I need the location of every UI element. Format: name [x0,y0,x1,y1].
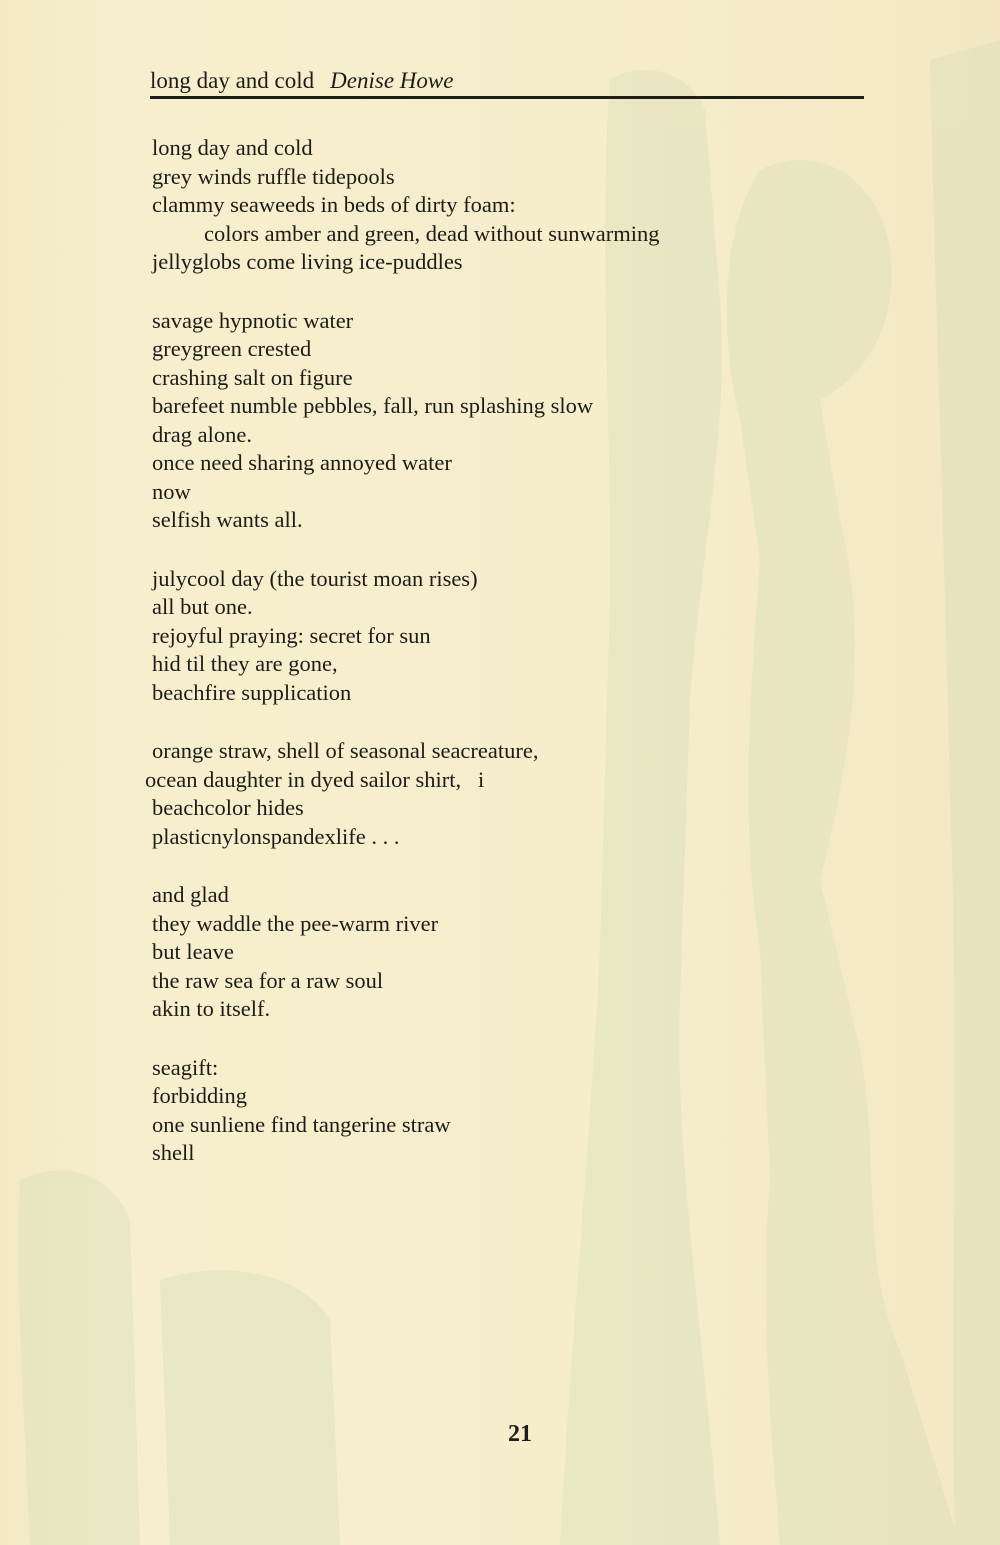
poem-line: drag alone. [152,421,252,447]
poem-line: ocean daughter in dyed sailor shirt, i [145,766,485,792]
poem-line: plasticnylonspandexlife . . . [152,823,400,849]
poem-line: crashing salt on figure [152,364,353,390]
poem-line: orange straw, shell of seasonal seacreature, [152,738,539,763]
poem-line: the raw sea for a raw soul [152,967,384,993]
stanza [152,1054,872,1168]
poem-line: selfish wants all. [152,507,303,532]
poem-line: once need sharing annoyed water [152,450,452,475]
poem-body [145,134,872,1198]
poem-line: and glad [152,882,229,907]
stanza [152,134,872,277]
header-title: long day and cold [150,68,315,93]
stanza [152,881,872,1024]
poem-line: shell [152,1140,195,1165]
page-number: 21 [508,1421,532,1447]
poem-line: rejoyful praying: secret for sun [152,622,431,648]
poem-line: now [152,478,191,504]
poem-line: savage hypnotic water [152,307,354,333]
running-header [150,66,864,99]
poem-line: akin to itself. [152,996,271,1021]
poem-line: forbidding [152,1083,247,1108]
poem-line: one sunliene find tangerine straw [152,1111,451,1137]
stanza [152,307,872,535]
poem-line: hid til they are gone, [152,651,338,676]
poem-line: barefeet numble pebbles, fall, run splashing slow [152,393,594,418]
poem-line: grey winds ruffle tidepools [152,163,395,189]
poem-line: but leave [152,939,234,964]
poem-line: seagift: [152,1054,219,1080]
poem-line: greygreen crested [152,336,312,361]
poem-line: beachcolor hides [152,795,304,820]
poem-line: all but one. [152,594,253,619]
stanza [152,565,872,708]
header-author: Denise Howe [330,68,454,93]
poem-line: long day and cold [152,135,313,160]
poem-line: julycool day (the tourist moan rises) [152,565,478,591]
poem-line: they waddle the pee-warm river [152,910,439,936]
poem-line: clammy seaweeds in beds of dirty foam: [152,192,516,217]
stanza [145,737,872,851]
poem-line: beachfire supplication [152,679,352,705]
poem-line: jellyglobs come living ice-puddles [152,249,463,274]
poem-line: colors amber and green, dead without sunwarming [204,220,660,246]
